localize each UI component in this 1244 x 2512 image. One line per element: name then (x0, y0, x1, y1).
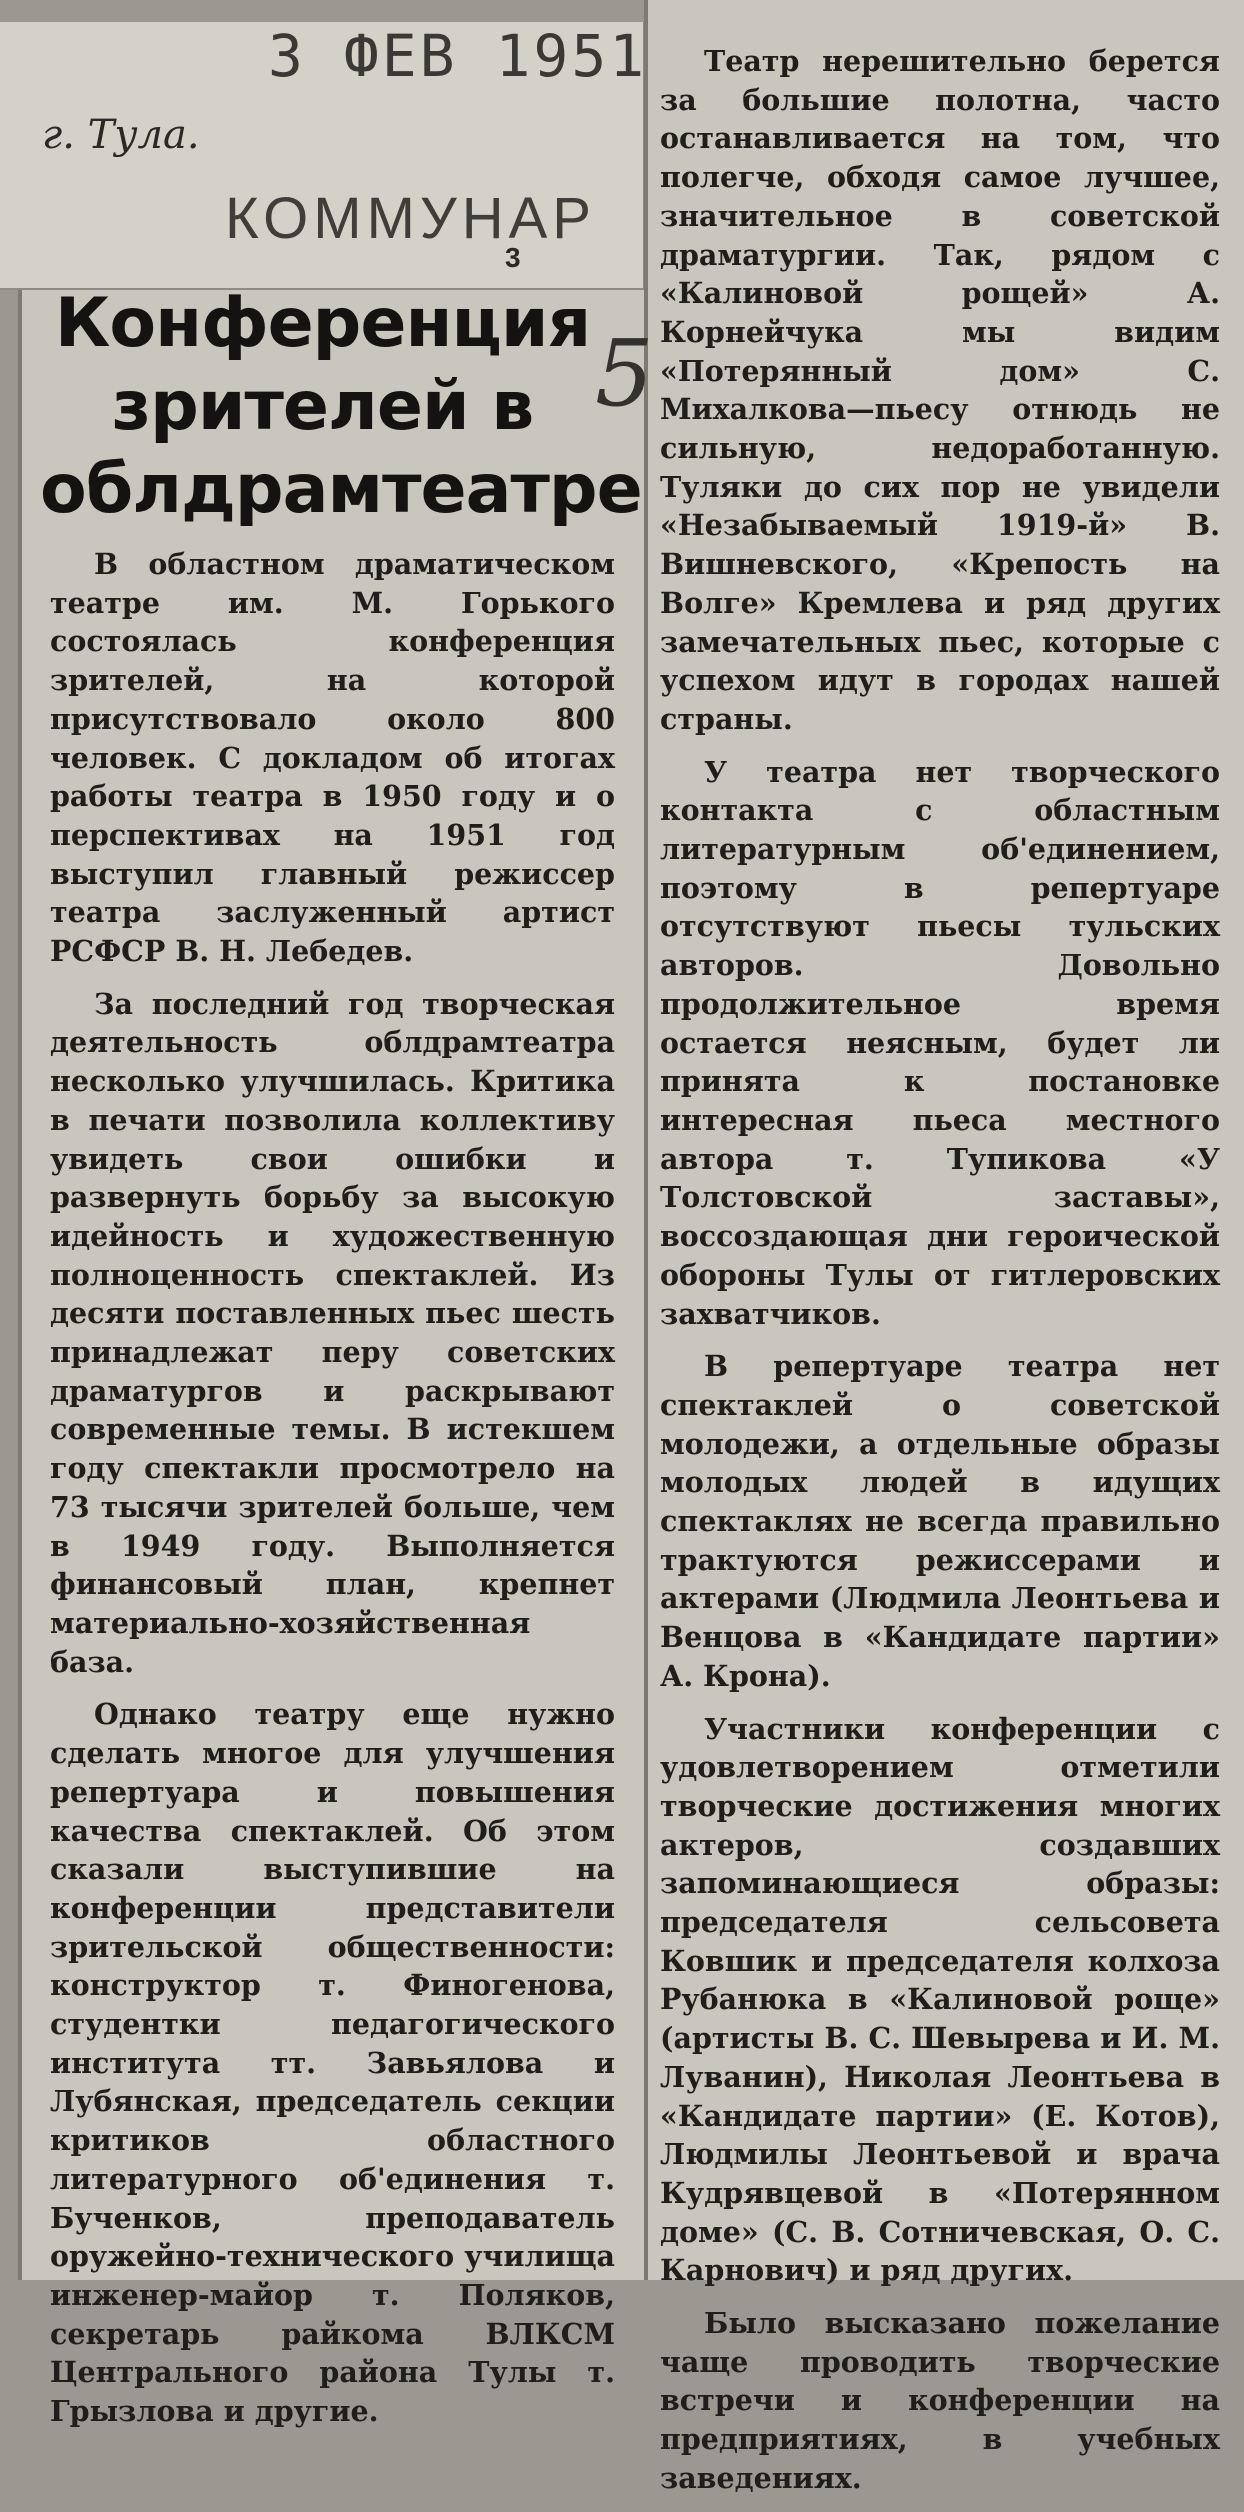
margin-mark: 5 (595, 320, 654, 427)
paragraph: В репертуаре театра нет спектаклей о советской молодежи, а отдельные образы молодых людей в идущих спектаклях не всегда правильно трактуются режиссерами и актерами (Людмила Леонтьева и Венцова в «Кандидате партии» А. Крона). (660, 1349, 1220, 1693)
article-column-left (50, 545, 615, 2445)
article-column-right (660, 42, 1220, 2512)
paragraph: В областном драматическом театре им. М. Горького состоялась конференция зрителей, на которой присутствовало около 800 человек. С докладом об итогах работы театра в 1950 году и о перспективах на 1951 год выступил главный режиссер театра заслуженный артист РСФСР В. Н. Лебедев. (50, 547, 615, 969)
paragraph: У театра нет творческого контакта с областным литературным об'единением, поэтому в репертуаре отсутствуют пьесы тульских авторов. Довольно продолжительное время остается неясным, будет ли принята к постановке интересная пьеса местного автора т. Тупикова «У Толстовской заставы», воссоздающая дни героической обороны Тулы от гитлеровских захватчиков. (660, 754, 1220, 1331)
paragraph: Однако театру еще нужно сделать многое для улучшения репертуара и повышения качества спектаклей. Об этом сказали выступившие на конференции представители зрительской общественности: конструктор т. Финогенова, студентки педагогического института тт. Завьялова и Лубянская, председатель секции критиков областного литературного об'единения т. Бученков, преподаватель оружейно-технического училища инженер-майор т. Поляков, секретарь райкома ВЛКСМ Центрального района Тулы т. Грызлова и другие. (50, 1697, 615, 2429)
left-edge-shadow (18, 290, 22, 2280)
newspaper-stamp: КОММУНАР (225, 186, 596, 251)
paragraph: За последний год творческая деятельность облдрамтеатра несколько улучшилась. Критика в печати позволила коллективу увидеть свои ошибки и развернуть борьбу за высокую идейность и художественную полноценность спектаклей. Из десяти поставленных пьес шесть принадлежат перу советских драматургов и раскрывают современные темы. В истекшем году спектакли просмотрело на 73 тысячи зрителей больше, чем в 1949 году. Выполняется финансовый план, крепнет материально-хозяйственная база. (50, 986, 615, 1679)
article-headline: Конференция зрителей в облдрамтеатре (40, 284, 642, 529)
city-handwriting: г. Тула. (42, 112, 200, 158)
paragraph: Было высказано пожелание чаще проводить творческие встречи и конференции на предприятиях, в учебных заведениях. (660, 2306, 1220, 2495)
paragraph: Театр нерешительно берется за большие полотна, часто останавливается на том, что полегче, обходя самое лучшее, значительное в советской драматургии. Так, рядом с «Калиновой рощей» А. Корнейчука мы видим «Потерянный дом» С. Михалкова—пьесу отнюдь не сильную, недоработанную. Туляки до сих пор не увидели «Незабываемый 1919-й» В. Вишневского, «Крепость на Волге» Кремлева и ряд других замечательных пьес, которые с успехом идут в городах нашей страны. (660, 44, 1220, 736)
page-number: 3 (505, 242, 521, 273)
date-stamp: 3 ФЕВ 1951 (268, 22, 648, 90)
paragraph: Участники конференции с удовлетворением отметили творческие достижения многих актеров, создавших запоминающиеся образы: председателя сельсовета Ковшик и председателя колхоза Рубанюка в «Калиновой роще» (артисты В. С. Шевырева и И. М. Луванин), Николая Леонтьева в «Кандидате партии» (Е. Котов), Людмилы Леонтьевой и врача Кудрявцевой в «Потерянном доме» (С. В. Сотничевская, О. С. Карнович) и ряд других. (660, 1711, 1220, 2288)
